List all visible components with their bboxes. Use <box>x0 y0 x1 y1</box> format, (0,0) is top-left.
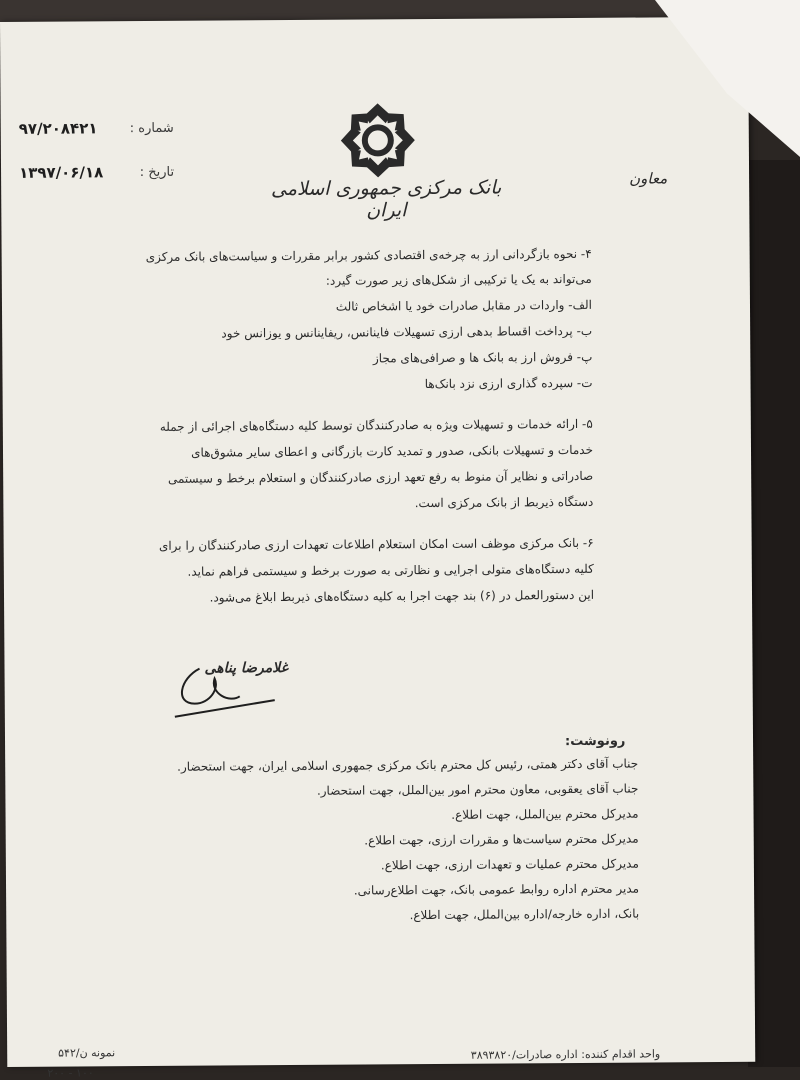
body-line: می‌تواند به یک یا ترکیبی از شکل‌های زیر صورت گیرد: <box>325 271 592 288</box>
cc-line: مدیرکل محترم عملیات و تعهدات ارزی، جهت اطلاع. <box>380 856 639 873</box>
signature-scribble-icon <box>169 648 279 719</box>
body-line: این دستورالعمل در (۶) بند جهت اجرا به کلیه دستگاه‌های ذیربط ابلاغ می‌شود. <box>209 587 595 605</box>
signer-name: غلامرضا پناهی <box>204 660 288 677</box>
cc-line: بانک، اداره خارجه/اداره بین‌الملل، جهت اطلاع. <box>409 906 640 923</box>
cc-title: رونوشت: <box>564 733 626 750</box>
cc-line: مدیر محترم اداره روابط عمومی بانک، جهت اطلاع‌رسانی. <box>353 881 640 898</box>
body-line: خدمات و تسهیلات بانکی، صدور و تمدید کارت بازرگانی و اعطای سایر مشوق‌های <box>191 442 594 460</box>
body-line: ت- سپرده گذاری ارزی نزد بانک‌ها <box>424 375 593 392</box>
date-label: تاریخ : <box>139 164 175 181</box>
body-line: ۵- ارائه خدمات و تسهیلات ویژه به صادرکنندگان توسط کلیه دستگاه‌های اجرائی از جمله <box>159 416 593 434</box>
body-line: دستگاه ذیربط از بانک مرکزی است. <box>414 494 594 511</box>
form-code: نمونه ن/۵۴۲ <box>58 1046 116 1060</box>
form-subcode: ۲۰۰ - ۱۰۰ <box>47 1066 94 1080</box>
body-line: پ- فروش ارز به بانک ها و صرافی‌های مجاز <box>372 349 593 366</box>
body-line: ۴- نحوه بازگردانی ارز به چرخه‌ی اقتصادی کشور برابر مقررات و سیاست‌های بانک مرکزی <box>145 246 592 264</box>
body-line: ب- پرداخت اقساط بدهی ارزی تسهیلات فاینانس، ریفاینانس و یوزانس خود <box>221 323 593 341</box>
cc-line: مدیرکل محترم سیاست‌ها و مقررات ارزی، جهت اطلاع. <box>364 831 639 848</box>
number-label: شماره : <box>129 120 174 137</box>
number-value: ۹۷/۲۰۸۴۲۱ <box>18 119 98 138</box>
letter-sheet <box>0 17 755 1080</box>
background-table <box>748 160 800 1067</box>
cc-line: جناب آقای دکتر همتی، رئیس کل محترم بانک مرکزی جمهوری اسلامی ایران، جهت استحضار. <box>177 756 639 774</box>
recipient-title: معاون <box>629 169 668 188</box>
body-line: کلیه دستگاه‌های متولی اجرایی و نظارتی به صورت برخط و سیستمی فراهم نماید. <box>187 561 594 579</box>
body-line: صادراتی و نظایر آن منوط به رفع تعهد ارزی صادرکنندگان و استعلام برخط و سیستمی <box>167 468 594 486</box>
body-line: الف- واردات در مقابل صادرات خود یا اشخاص ثالث <box>335 297 593 314</box>
cc-line: مدیرکل محترم بین‌الملل، جهت اطلاع. <box>451 806 639 822</box>
bank-logo-icon <box>339 101 418 180</box>
date-value: ۱۳۹۷/۰۶/۱۸ <box>18 163 104 182</box>
cc-line: جناب آقای یعقوبی، معاون محترم امور بین‌الملل، جهت استحضار. <box>316 781 639 798</box>
bank-name: بانک مرکزی جمهوری اسلامی ایران <box>270 176 502 222</box>
body-line: ۶- بانک مرکزی موظف است امکان استعلام اطلاعات تعهدات ارزی صادرکنندگان را برای <box>158 535 594 553</box>
footer-unit: واحد اقدام کننده: اداره صادرات/۳۸۹۳۸۲۰ <box>470 1047 661 1062</box>
